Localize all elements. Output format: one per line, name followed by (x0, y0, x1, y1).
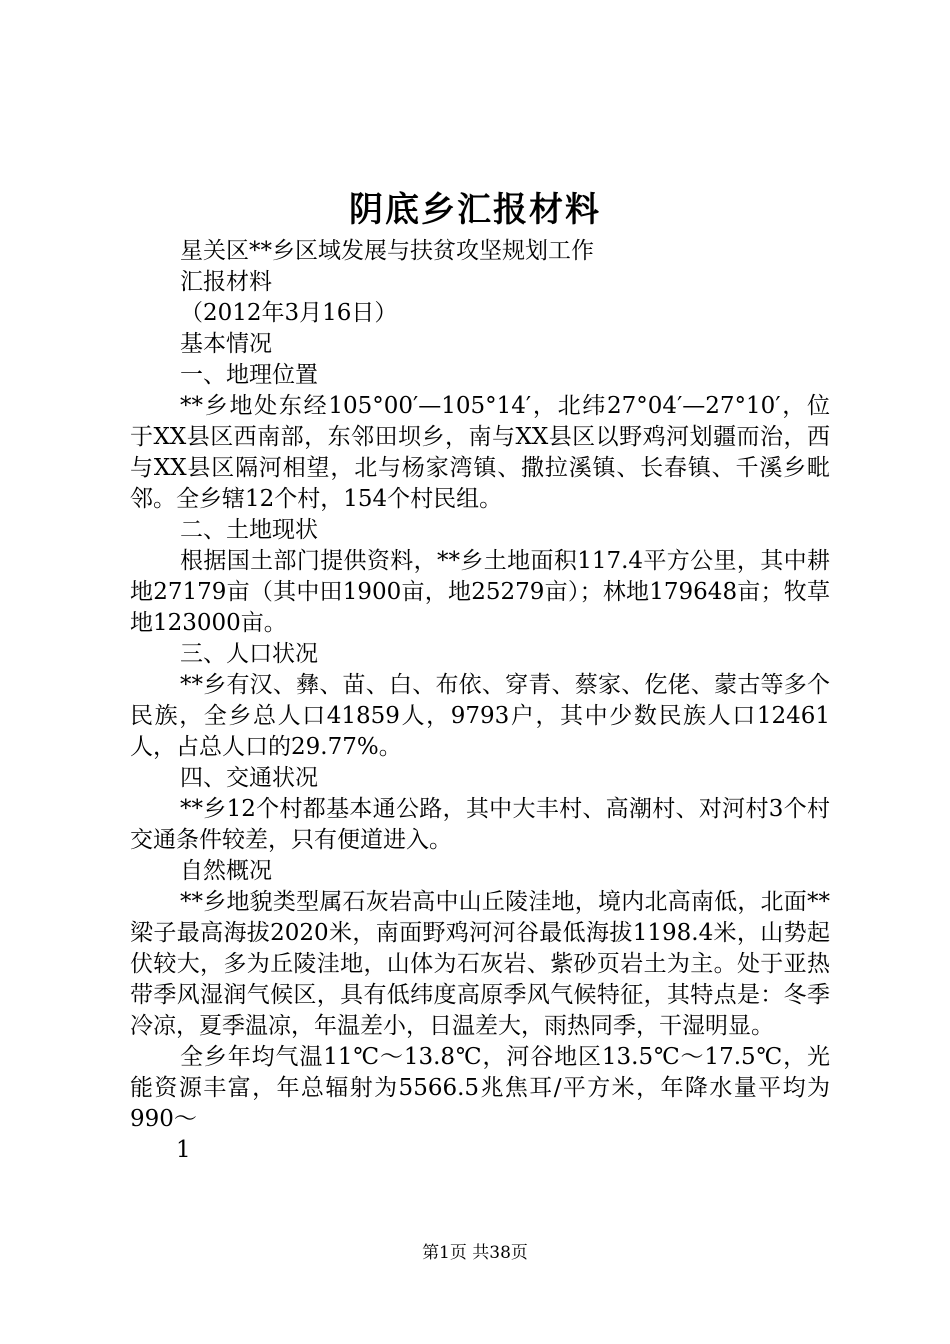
subtitle-line-1: 星关区**乡区域发展与扶贫攻坚规划工作 (180, 238, 594, 264)
heading-nature: 自然概况 (180, 858, 272, 884)
paragraph-climate: 全乡年均气温11℃～13.8℃，河谷地区13.5℃～17.5℃，光能资源丰富，年总辐射为5566.5兆焦耳/平方米，年降水量平均为990～ (130, 1044, 830, 1132)
page-footer: 第1页 共38页 (422, 1243, 528, 1263)
heading-traffic: 四、交通状况 (180, 765, 318, 791)
inline-page-number: 1 (176, 1137, 191, 1163)
heading-land: 二、土地现状 (180, 517, 318, 543)
heading-population: 三、人口状况 (180, 641, 318, 667)
paragraph-nature: **乡地貌类型属石灰岩高中山丘陵洼地，境内北高南低，北面**梁子最高海拔2020米，南面野鸡河河谷最低海拔1198.4米，山势起伏较大，多为丘陵洼地，山体为石灰岩、紫砂页岩土为主。处于亚热带季风湿润气候区，具有低纬度高原季风气候特征，其特点是：冬季冷凉，夏季温凉，年温差小，日温差大，雨热同季，干湿明显。 (130, 889, 830, 1039)
paragraph-geography: **乡地处东经105°00′—105°14′，北纬27°04′—27°10′，位于XX县区西南部，东邻田坝乡，南与XX县区以野鸡河划疆而治，西与XX县区隔河相望，北与杨家湾镇、撒拉溪镇、长春镇、千溪乡毗邻。全乡辖12个村，154个村民组。 (130, 393, 830, 512)
subtitle-line-2: 汇报材料 (180, 269, 272, 295)
paragraph-population: **乡有汉、彝、苗、白、布依、穿青、蔡家、仡佬、蒙古等多个民族，全乡总人口41859人，9793户，其中少数民族人口12461人，占总人口的29.77%。 (130, 672, 830, 760)
paragraph-land: 根据国土部门提供资料，**乡土地面积117.4平方公里，其中耕地27179亩（其中田1900亩，地25279亩）；林地179648亩；牧草地123000亩。 (130, 548, 830, 636)
report-date: （2012年3月16日） (180, 300, 398, 326)
paragraph-traffic: **乡12个村都基本通公路，其中大丰村、高潮村、对河村3个村交通条件较差，只有便道进入。 (130, 796, 830, 853)
document-title: 阴底乡汇报材料 (349, 190, 601, 230)
heading-geography: 一、地理位置 (180, 362, 318, 388)
document-body (130, 236, 830, 1166)
section-heading-basic: 基本情况 (180, 331, 272, 357)
